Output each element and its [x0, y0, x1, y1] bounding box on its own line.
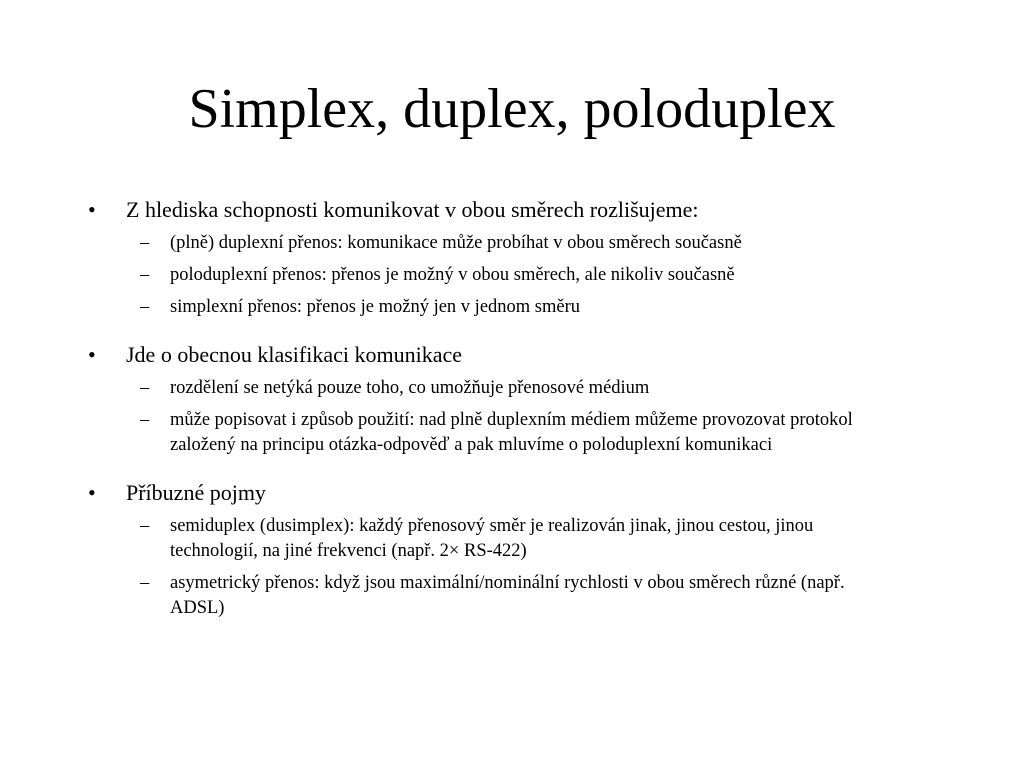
- sub-item-text: simplexní přenos: přenos je možný jen v jednom směru: [170, 297, 581, 317]
- sub-item-text: semiduplex (dusimplex): každý přenosový směr je realizován jinak, jinou cestou, jinou technologií, na jiné frekvenci (např. 2× RS-422): [170, 516, 814, 561]
- bullet-marker: •: [88, 480, 96, 505]
- sub-marker: –: [140, 410, 150, 430]
- sub-marker: –: [140, 265, 150, 285]
- bullet-text: Jde o obecnou klasifikaci komunikace: [126, 342, 463, 367]
- bullet-text: Z hlediska schopnosti komunikovat v obou směrech rozlišujeme:: [126, 197, 699, 222]
- sub-item: [140, 263, 906, 288]
- sub-item: [140, 514, 906, 564]
- sub-list: [86, 376, 906, 458]
- sub-item-text: (plně) duplexní přenos: komunikace může probíhat v obou směrech současně: [170, 233, 742, 253]
- sub-marker: –: [140, 378, 150, 398]
- bullet-marker: •: [88, 342, 96, 367]
- sub-item: [140, 376, 906, 401]
- sub-marker: –: [140, 233, 150, 253]
- sub-item-text: rozdělení se netýká pouze toho, co umožňuje přenosové médium: [170, 378, 650, 398]
- slide-title: Simplex, duplex, poloduplex: [188, 78, 836, 140]
- bullet-item: [86, 196, 906, 224]
- sub-list: [86, 231, 906, 320]
- sub-list: [86, 514, 906, 621]
- bullet-item: [86, 341, 906, 369]
- sub-item: [140, 408, 906, 458]
- sub-marker: –: [140, 516, 150, 536]
- sub-marker: –: [140, 297, 150, 317]
- bullet-block: [86, 196, 906, 320]
- sub-item: [140, 295, 906, 320]
- bullet-block: [86, 479, 906, 621]
- bullet-text: Příbuzné pojmy: [126, 480, 266, 505]
- sub-item-text: může popisovat i způsob použití: nad plně duplexním médiem můžeme provozovat protokol založený na principu otázka-odpověď a pak mluvíme o poloduplexní komunikaci: [170, 410, 853, 455]
- sub-item-text: poloduplexní přenos: přenos je možný v obou směrech, ale nikoliv současně: [170, 265, 735, 285]
- sub-item: [140, 231, 906, 256]
- bullet-marker: •: [88, 197, 96, 222]
- slide-content: [86, 196, 906, 621]
- sub-item: [140, 571, 906, 621]
- bullet-item: [86, 479, 906, 507]
- sub-item-text: asymetrický přenos: když jsou maximální/nominální rychlosti v obou směrech různé (např. ADSL): [170, 573, 845, 618]
- sub-marker: –: [140, 573, 150, 593]
- bullet-block: [86, 341, 906, 458]
